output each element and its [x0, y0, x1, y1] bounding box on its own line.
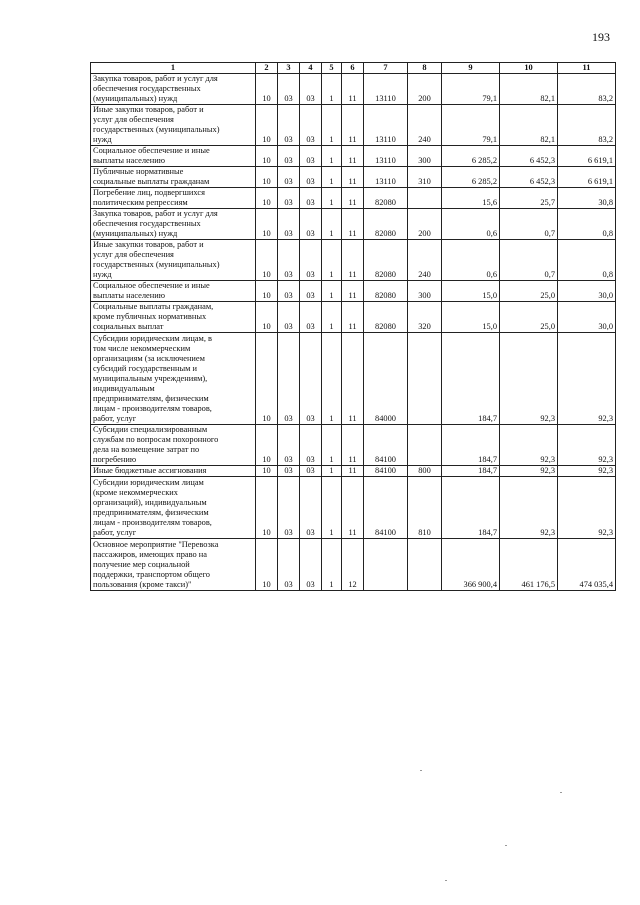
- cell-c8: 300: [408, 281, 442, 302]
- cell-c4: 03: [300, 466, 322, 477]
- cell-c5: 1: [322, 425, 342, 466]
- cell-c8: 300: [408, 146, 442, 167]
- cell-c10: 92,3: [500, 333, 558, 425]
- table-row: [91, 333, 616, 425]
- cell-c11: 0,8: [558, 209, 616, 240]
- row-name: Социальное обеспечение и иные выплаты населению: [91, 146, 256, 167]
- cell-c7: 82080: [364, 209, 408, 240]
- cell-c6: 11: [342, 209, 364, 240]
- cell-c11: 83,2: [558, 74, 616, 105]
- table-row: [91, 425, 616, 466]
- cell-c8: 200: [408, 209, 442, 240]
- row-name: Публичные нормативные социальные выплаты гражданам: [91, 167, 256, 188]
- cell-c8: 800: [408, 466, 442, 477]
- cell-c5: 1: [322, 146, 342, 167]
- row-name: Социальные выплаты гражданам, кроме публичных нормативных социальных выплат: [91, 302, 256, 333]
- cell-c4: 03: [300, 105, 322, 146]
- cell-c11: 30,0: [558, 281, 616, 302]
- cell-c2: 10: [256, 281, 278, 302]
- table-row: [91, 209, 616, 240]
- cell-c9: 6 285,2: [442, 146, 500, 167]
- cell-c5: 1: [322, 302, 342, 333]
- table-row: [91, 188, 616, 209]
- cell-c2: 10: [256, 167, 278, 188]
- table-row: [91, 146, 616, 167]
- cell-c3: 03: [278, 209, 300, 240]
- cell-c8: [408, 188, 442, 209]
- cell-c6: 12: [342, 539, 364, 591]
- cell-c9: 184,7: [442, 333, 500, 425]
- cell-c7: 84100: [364, 477, 408, 539]
- cell-c8: [408, 539, 442, 591]
- cell-c3: 03: [278, 425, 300, 466]
- page-number: 193: [592, 30, 610, 44]
- cell-c4: 03: [300, 209, 322, 240]
- cell-c5: 1: [322, 105, 342, 146]
- cell-c3: 03: [278, 105, 300, 146]
- cell-c5: 1: [322, 167, 342, 188]
- cell-c3: 03: [278, 167, 300, 188]
- cell-c9: 15,6: [442, 188, 500, 209]
- cell-c5: 1: [322, 539, 342, 591]
- table-row: [91, 167, 616, 188]
- cell-c6: 11: [342, 477, 364, 539]
- cell-c10: 92,3: [500, 477, 558, 539]
- cell-c7: 13110: [364, 74, 408, 105]
- cell-c11: 92,3: [558, 466, 616, 477]
- table-row: [91, 281, 616, 302]
- cell-c2: 10: [256, 105, 278, 146]
- cell-c11: 92,3: [558, 477, 616, 539]
- cell-c6: 11: [342, 425, 364, 466]
- cell-c4: 03: [300, 281, 322, 302]
- table-row: [91, 539, 616, 591]
- cell-c4: 03: [300, 302, 322, 333]
- row-name: Иные бюджетные ассигнования: [91, 466, 256, 477]
- cell-c8: 320: [408, 302, 442, 333]
- cell-c10: 6 452,3: [500, 167, 558, 188]
- cell-c10: 25,0: [500, 281, 558, 302]
- cell-c7: 82080: [364, 240, 408, 281]
- cell-c6: 11: [342, 105, 364, 146]
- cell-c6: 11: [342, 302, 364, 333]
- cell-c4: 03: [300, 477, 322, 539]
- cell-c6: 11: [342, 333, 364, 425]
- scan-speck: [505, 845, 507, 846]
- cell-c9: 15,0: [442, 281, 500, 302]
- column-header-8: 8: [408, 63, 442, 74]
- cell-c4: 03: [300, 188, 322, 209]
- cell-c6: 11: [342, 146, 364, 167]
- column-header-3: 3: [278, 63, 300, 74]
- row-name: Социальное обеспечение и иные выплаты населению: [91, 281, 256, 302]
- column-header-2: 2: [256, 63, 278, 74]
- cell-c11: 30,0: [558, 302, 616, 333]
- column-header-10: 10: [500, 63, 558, 74]
- cell-c5: 1: [322, 209, 342, 240]
- cell-c6: 11: [342, 466, 364, 477]
- cell-c9: 184,7: [442, 477, 500, 539]
- row-name: Иные закупки товаров, работ и услуг для обеспечения государственных (муниципальных) нужд: [91, 105, 256, 146]
- cell-c5: 1: [322, 333, 342, 425]
- column-header-9: 9: [442, 63, 500, 74]
- cell-c2: 10: [256, 188, 278, 209]
- cell-c2: 10: [256, 425, 278, 466]
- table-row: [91, 466, 616, 477]
- cell-c2: 10: [256, 466, 278, 477]
- row-name: Субсидии специализированным службам по вопросам похоронного дела на возмещение затрат по погребению: [91, 425, 256, 466]
- table-row: [91, 74, 616, 105]
- cell-c2: 10: [256, 240, 278, 281]
- cell-c8: 200: [408, 74, 442, 105]
- cell-c10: 82,1: [500, 105, 558, 146]
- row-name: Субсидии юридическим лицам (кроме некоммерческих организаций), индивидуальным предпринимателям, физическим лицам - производителям товаров, работ, услуг: [91, 477, 256, 539]
- table-body: [91, 74, 616, 591]
- cell-c4: 03: [300, 146, 322, 167]
- cell-c6: 11: [342, 188, 364, 209]
- cell-c8: [408, 333, 442, 425]
- cell-c2: 10: [256, 302, 278, 333]
- cell-c5: 1: [322, 74, 342, 105]
- cell-c7: 84100: [364, 466, 408, 477]
- cell-c3: 03: [278, 466, 300, 477]
- column-header-5: 5: [322, 63, 342, 74]
- cell-c3: 03: [278, 302, 300, 333]
- cell-c9: 366 900,4: [442, 539, 500, 591]
- cell-c9: 15,0: [442, 302, 500, 333]
- cell-c10: 82,1: [500, 74, 558, 105]
- cell-c11: 6 619,1: [558, 146, 616, 167]
- cell-c10: 92,3: [500, 425, 558, 466]
- cell-c10: 92,3: [500, 466, 558, 477]
- row-name: Основное мероприятие "Перевозка пассажиров, имеющих право на получение мер социальной поддержки, транспортом общего пользования (кроме такси)": [91, 539, 256, 591]
- cell-c3: 03: [278, 477, 300, 539]
- cell-c7: 82080: [364, 281, 408, 302]
- cell-c7: [364, 539, 408, 591]
- cell-c2: 10: [256, 146, 278, 167]
- cell-c6: 11: [342, 74, 364, 105]
- cell-c11: 0,8: [558, 240, 616, 281]
- cell-c3: 03: [278, 188, 300, 209]
- row-name: Иные закупки товаров, работ и услуг для обеспечения государственных (муниципальных) нужд: [91, 240, 256, 281]
- cell-c8: 810: [408, 477, 442, 539]
- cell-c7: 82080: [364, 302, 408, 333]
- row-name: Субсидии юридическим лицам, в том числе некоммерческим организациям (за исключением субсидий государственным и муниципальным учреждениям), индивидуальным предпринимателям, физическим лицам - производителям товаров, работ, услуг: [91, 333, 256, 425]
- cell-c9: 6 285,2: [442, 167, 500, 188]
- cell-c8: 240: [408, 240, 442, 281]
- table-header-row: [91, 63, 616, 74]
- cell-c11: 6 619,1: [558, 167, 616, 188]
- column-header-7: 7: [364, 63, 408, 74]
- cell-c9: 0,6: [442, 209, 500, 240]
- cell-c8: [408, 425, 442, 466]
- cell-c6: 11: [342, 240, 364, 281]
- cell-c10: 6 452,3: [500, 146, 558, 167]
- cell-c11: 92,3: [558, 425, 616, 466]
- cell-c7: 13110: [364, 146, 408, 167]
- scan-speck: [420, 770, 422, 771]
- cell-c8: 240: [408, 105, 442, 146]
- cell-c5: 1: [322, 240, 342, 281]
- cell-c6: 11: [342, 167, 364, 188]
- cell-c4: 03: [300, 240, 322, 281]
- cell-c7: 84100: [364, 425, 408, 466]
- cell-c10: 0,7: [500, 240, 558, 281]
- row-name: Погребение лиц, подвергшихся политическим репрессиям: [91, 188, 256, 209]
- cell-c8: 310: [408, 167, 442, 188]
- cell-c5: 1: [322, 281, 342, 302]
- cell-c9: 0,6: [442, 240, 500, 281]
- cell-c3: 03: [278, 281, 300, 302]
- cell-c5: 1: [322, 188, 342, 209]
- cell-c10: 25,7: [500, 188, 558, 209]
- cell-c4: 03: [300, 333, 322, 425]
- scan-speck: [560, 792, 562, 793]
- cell-c5: 1: [322, 477, 342, 539]
- cell-c10: 25,0: [500, 302, 558, 333]
- cell-c4: 03: [300, 539, 322, 591]
- cell-c10: 461 176,5: [500, 539, 558, 591]
- budget-table: [90, 62, 616, 591]
- cell-c9: 79,1: [442, 105, 500, 146]
- cell-c9: 184,7: [442, 425, 500, 466]
- table-row: [91, 302, 616, 333]
- cell-c6: 11: [342, 281, 364, 302]
- cell-c3: 03: [278, 146, 300, 167]
- cell-c11: 30,8: [558, 188, 616, 209]
- cell-c5: 1: [322, 466, 342, 477]
- cell-c9: 79,1: [442, 74, 500, 105]
- cell-c4: 03: [300, 74, 322, 105]
- cell-c4: 03: [300, 167, 322, 188]
- cell-c11: 92,3: [558, 333, 616, 425]
- cell-c2: 10: [256, 74, 278, 105]
- cell-c2: 10: [256, 539, 278, 591]
- cell-c2: 10: [256, 477, 278, 539]
- column-header-11: 11: [558, 63, 616, 74]
- row-name: Закупка товаров, работ и услуг для обеспечения государственных (муниципальных) нужд: [91, 209, 256, 240]
- row-name: Закупка товаров, работ и услуг для обеспечения государственных (муниципальных) нужд: [91, 74, 256, 105]
- cell-c3: 03: [278, 74, 300, 105]
- table-row: [91, 105, 616, 146]
- column-header-6: 6: [342, 63, 364, 74]
- column-header-4: 4: [300, 63, 322, 74]
- cell-c7: 84000: [364, 333, 408, 425]
- cell-c2: 10: [256, 333, 278, 425]
- cell-c2: 10: [256, 209, 278, 240]
- cell-c10: 0,7: [500, 209, 558, 240]
- cell-c9: 184,7: [442, 466, 500, 477]
- cell-c11: 474 035,4: [558, 539, 616, 591]
- table-row: [91, 477, 616, 539]
- cell-c7: 13110: [364, 167, 408, 188]
- cell-c3: 03: [278, 539, 300, 591]
- cell-c4: 03: [300, 425, 322, 466]
- cell-c7: 82080: [364, 188, 408, 209]
- cell-c11: 83,2: [558, 105, 616, 146]
- column-header-1: 1: [91, 63, 256, 74]
- scan-speck: [445, 880, 447, 881]
- cell-c3: 03: [278, 240, 300, 281]
- table-row: [91, 240, 616, 281]
- cell-c7: 13110: [364, 105, 408, 146]
- cell-c3: 03: [278, 333, 300, 425]
